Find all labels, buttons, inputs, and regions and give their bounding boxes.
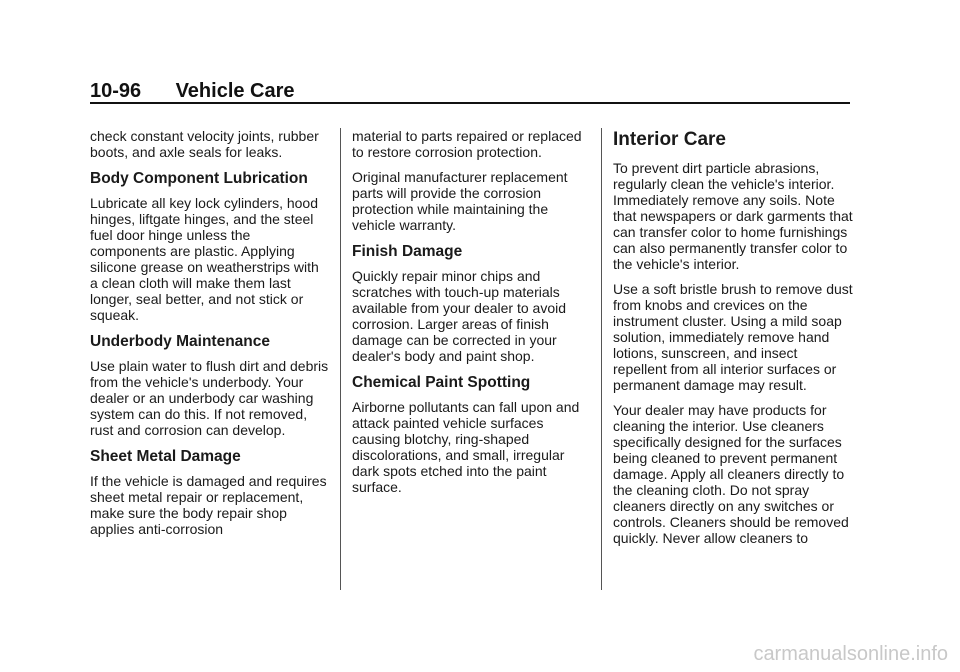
interior-paragraph-3: Your dealer may have products for cleaning the interior. Use cleaners specifically designed for the surfaces being cleaned to prevent permanent damage. Apply all cleaners directly to the cleaning cloth. Do not spray cleaners directly on any switches or controls. Cleaners should be removed quickly. Never allow cleaners to (613, 402, 849, 546)
column-left (90, 128, 330, 546)
page-header (90, 80, 295, 103)
watermark: carmanualsonline.info (753, 643, 948, 665)
heading-underbody-maintenance: Underbody Maintenance (90, 333, 270, 350)
chemical-spotting-paragraph: Airborne pollutants can fall upon and attack painted vehicle surfaces causing blotchy, ring-shaped discolorations, and small, irregular dark spots etched into the paint surface. (352, 399, 580, 495)
heading-finish-damage: Finish Damage (352, 243, 463, 260)
column-middle (352, 128, 592, 504)
interior-paragraph-1: To prevent dirt particle abrasions, regularly clean the vehicle's interior. Immediately remove any soils. Note that newspapers or dark garments that can transfer color to home furnishings can also permanently transfer color to the vehicle's interior. (613, 160, 853, 272)
body-lubrication-paragraph: Lubricate all key lock cylinders, hood hinges, liftgate hinges, and the steel fuel door hinge unless the components are plastic. Applying silicone grease on weatherstrips with a clean cloth will make them last longer, seal better, and not stick or squeak. (90, 195, 319, 323)
replacement-parts-paragraph: Original manufacturer replacement parts will provide the corrosion protection while maintaining the vehicle warranty. (352, 169, 568, 233)
column-divider-1 (340, 128, 341, 590)
intro-paragraph: check constant velocity joints, rubber boots, and axle seals for leaks. (90, 128, 319, 160)
heading-interior-care: Interior Care (613, 129, 726, 150)
section-title: Vehicle Care (175, 80, 295, 102)
interior-paragraph-2: Use a soft bristle brush to remove dust from knobs and crevices on the instrument cluster. Using a mild soap solution, immediately remove hand lotions, sunscreen, and insect repellent from all interior surfaces or permanent damage may result. (613, 281, 853, 393)
column-right (613, 128, 853, 555)
header-rule (90, 102, 850, 104)
underbody-paragraph: Use plain water to flush dirt and debris from the vehicle's underbody. Your dealer or an underbody car washing system can do this. If not removed, rust and corrosion can develop. (90, 358, 329, 438)
heading-sheet-metal-damage: Sheet Metal Damage (90, 448, 241, 465)
corrosion-continued-paragraph: material to parts repaired or replaced to restore corrosion protection. (352, 128, 582, 160)
heading-chemical-paint-spotting: Chemical Paint Spotting (352, 374, 531, 391)
page-number: 10-96 (90, 80, 142, 102)
heading-body-component-lubrication: Body Component Lubrication (90, 170, 308, 187)
sheet-metal-paragraph: If the vehicle is damaged and requires sheet metal repair or replacement, make sure the body repair shop applies anti-corrosion (90, 473, 327, 537)
column-divider-2 (601, 128, 602, 590)
finish-damage-paragraph: Quickly repair minor chips and scratches with touch-up materials available from your dealer to avoid corrosion. Larger areas of finish damage can be corrected in your dealer's body and paint shop. (352, 268, 567, 364)
